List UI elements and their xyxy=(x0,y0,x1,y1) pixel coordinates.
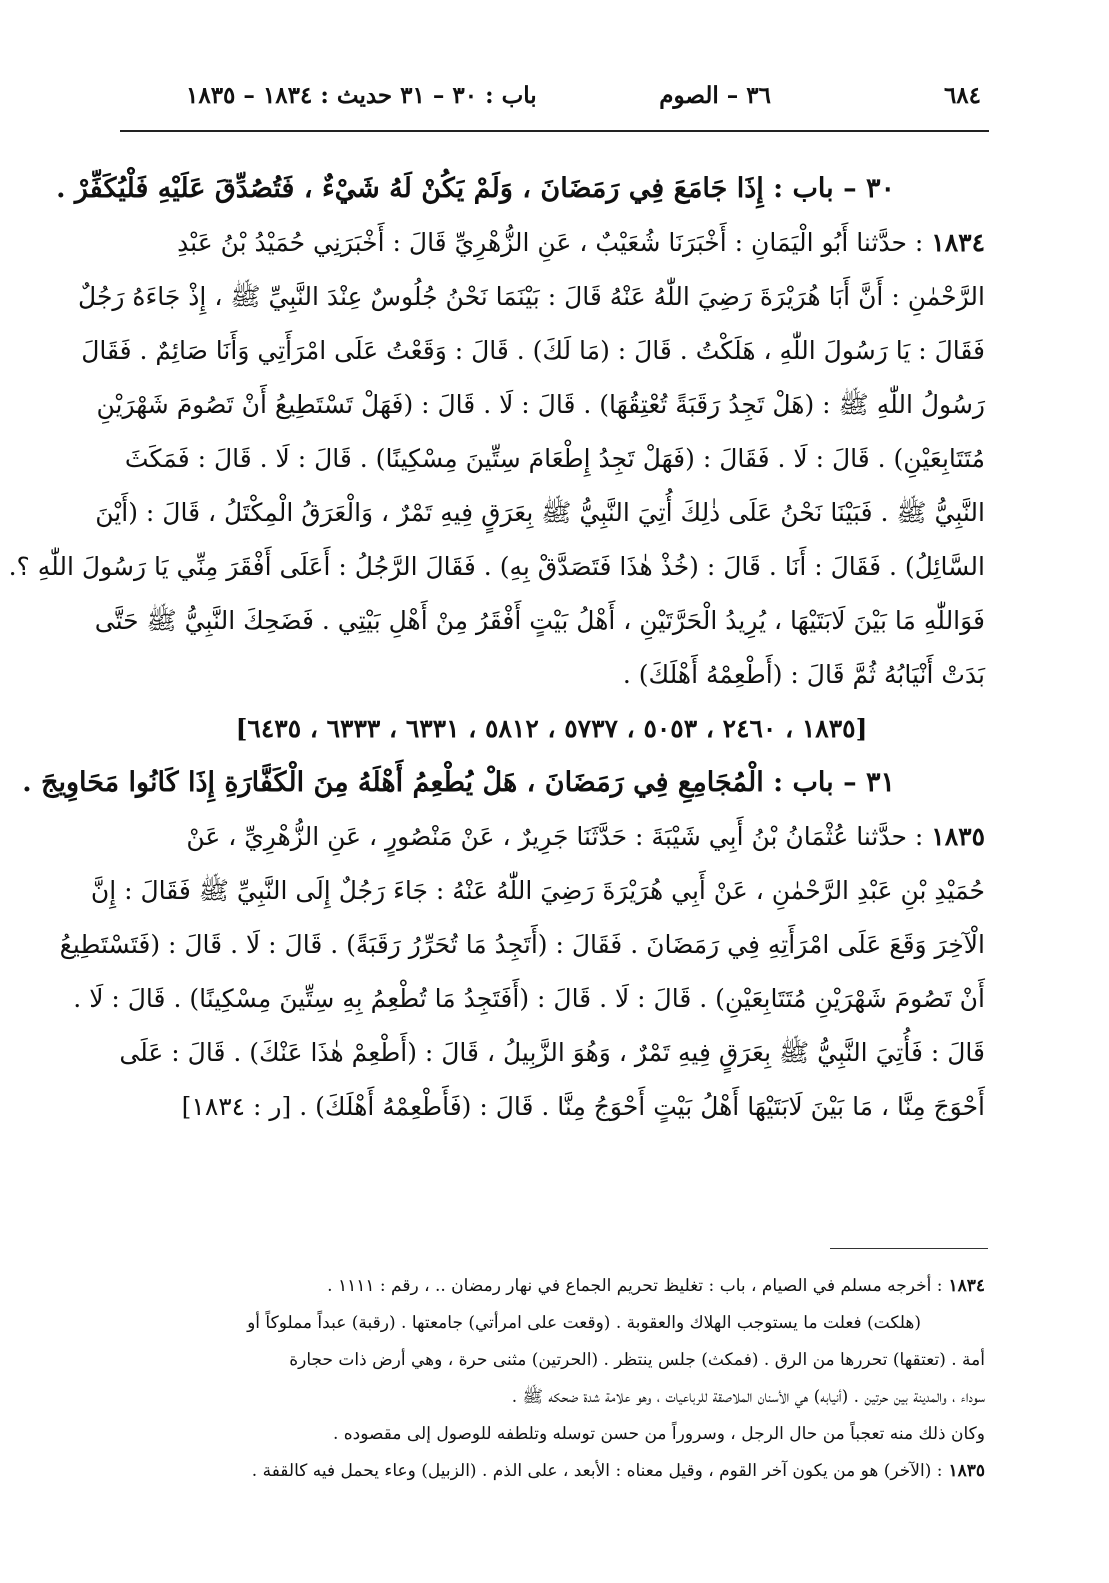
hadith-1835-number: ١٨٣٥ xyxy=(931,822,985,851)
footnote-divider xyxy=(830,1248,988,1249)
hadith-1834-text: : حدَّثنا أَبُو الْيَمَانِ : أَخْبَرَنَا شُعَيْبٌ ، عَنِ الزُّهْرِيِّ قَالَ : أَخْبَرَنِي حُمَيْدُ بْنُ عَبْدِ xyxy=(177,228,924,257)
hadith-1834-line xyxy=(118,216,985,270)
running-header xyxy=(186,82,981,118)
footnote-1834-line xyxy=(118,1268,985,1305)
hadith-1834-line: السَّائِلُ) . فَقَالَ : أَنَا . قَالَ : (خُذْ هٰذَا فَتَصَدَّقْ بِهِ) . فَقَالَ الرَّجُلُ : أَعَلَى أَفْقَرَ مِنِّي يَا رَسُولَ اللّٰهِ ؟. xyxy=(8,552,985,581)
hadith-1834-line: مُتَتَابِعَيْنِ) . قَالَ : لَا . فَقَالَ : (فَهَلْ تَجِدُ إِطْعَامَ سِتِّينَ مِسْكِينًا) . قَالَ : لَا . قَالَ : فَمَكَثَ xyxy=(124,444,985,473)
hadith-1834-line: فَقَالَ : يَا رَسُولَ اللّٰهِ ، هَلَكْتُ . قَالَ : (مَا لَكَ) . قَالَ : وَقَعْتُ عَلَى امْرَأَتِي وَأَنَا صَائِمٌ . فَقَالَ xyxy=(81,336,985,365)
footnote-1834-text: : أخرجه مسلم في الصيام ، باب : تغليظ تحريم الجماع في نهار رمضان .. ، رقم : ١١١١ . xyxy=(327,1276,943,1296)
hadith-1835-line: أَنْ تَصُومَ شَهْرَيْنِ مُتَتَابِعَيْنِ) . قَالَ : لَا . قَالَ : (أَفَتَجِدُ مَا تُطْعِمُ بِهِ سِتِّينَ مِسْكِينًا) . قَالَ : لَا . xyxy=(73,984,985,1013)
page-number: ٦٨٤ xyxy=(943,82,981,109)
hadith-1834-number: ١٨٣٤ xyxy=(931,228,985,257)
footnote-1835-number: ١٨٣٥ xyxy=(948,1461,985,1481)
hadith-1835-line: حُمَيْدِ بْنِ عَبْدِ الرَّحْمٰنِ ، عَنْ أَبِي هُرَيْرَةَ رَضِيَ اللّٰهُ عَنْهُ : جَاءَ رَجُلٌ إِلَى النَّبِيِّ ﷺ فَقَالَ : إِنَّ xyxy=(90,876,985,905)
footnote-1835-line xyxy=(118,1453,985,1490)
hadith-1835-line xyxy=(118,810,985,864)
footnotes xyxy=(118,1268,985,1490)
hadith-1834-line: رَسُولُ اللّٰهِ ﷺ : (هَلْ تَجِدُ رَقَبَةً تُعْتِقُهَا) . قَالَ : لَا . قَالَ : (فَهَلْ تَسْتَطِيعُ أَنْ تَصُومَ شَهْرَيْنِ xyxy=(96,390,985,419)
hadith-1834-line: بَدَتْ أَنْيَابُهُ ثُمَّ قَالَ : (أَطْعِمْهُ أَهْلَكَ) . xyxy=(622,660,985,689)
hadith-1835-line: أَحْوَجَ مِنَّا ، مَا بَيْنَ لَابَتَيْهَا أَهْلُ بَيْتٍ أَحْوَجُ مِنَّا . قَالَ : (فَأَطْعِمْهُ أَهْلَكَ) . [ر : ١٨٣٤] xyxy=(181,1092,985,1121)
footnote-1834-line: أمة . (تعتقها) تحررها من الرق . (فمكث) جلس ينتظر . (الحرتين) مثنى حرة ، وهي أرض ذات حجارة xyxy=(289,1350,985,1370)
section-range: باب : ٣٠ – ٣١ حديث : ١٨٣٤ – ١٨٣٥ xyxy=(186,82,537,109)
footnote-1835-text: : (الآخر) هو من يكون آخر القوم ، وقيل معناه : الأبعد ، على الذم . (الزبيل) وعاء يحمل فيه كالقفة . xyxy=(251,1461,943,1481)
bab-31-heading: ٣١ – باب : الْمُجَامِعِ فِي رَمَضَانَ ، هَلْ يُطْعِمُ أَهْلَهُ مِنَ الْكَفَّارَةِ إِذَا كَانُوا مَحَاوِيجَ . xyxy=(22,767,895,798)
footnote-1834-line: سوداء ، والمدينة بين حرتين . (أنيابه) هي الأسنان الملاصقة للرباعيات ، وهو علامة شدة ضحكه ﷺ . xyxy=(511,1387,985,1407)
chapter-title: ٣٦ – الصوم xyxy=(659,82,771,109)
hadith-1835-text: : حدَّثنا عُثْمَانُ بْنُ أَبِي شَيْبَةَ : حَدَّثَنَا جَرِيرٌ ، عَنْ مَنْصُورٍ ، عَنِ الزُّهْرِيِّ ، عَنْ xyxy=(186,822,924,851)
header-divider xyxy=(120,130,989,132)
hadith-1835-line: الْآخِرَ وَقَعَ عَلَى امْرَأَتِهِ فِي رَمَضَانَ . فَقَالَ : (أَتَجِدُ مَا تُحَرِّرُ رَقَبَةً) . قَالَ : لَا . قَالَ : (فَتَسْتَطِيعُ xyxy=(59,930,985,959)
hadith-1835-line: قَالَ : فَأُتِيَ النَّبِيُّ ﷺ بِعَرَقٍ فِيهِ تَمْرٌ ، وَهُوَ الزَّبِيلُ ، قَالَ : (أَطْعِمْ هٰذَا عَنْكَ) . قَالَ : عَلَى xyxy=(119,1038,985,1067)
footnote-1834-number: ١٨٣٤ xyxy=(948,1276,985,1296)
hadith-1834-line: فَوَاللّٰهِ مَا بَيْنَ لَابَتَيْهَا ، يُرِيدُ الْحَرَّتَيْنِ ، أَهْلُ بَيْتٍ أَفْقَرُ مِنْ أَهْلِ بَيْتِي . فَضَحِكَ النَّبِيُّ ﷺ حَتَّى xyxy=(94,606,985,635)
footnote-1834-line: (هلكت) فعلت ما يستوجب الهلاك والعقوبة . (وقعت على امرأتي) جامعتها . (رقبة) عبداً مملوكاً أو xyxy=(247,1313,921,1333)
hadith-1834-line: النَّبِيُّ ﷺ . فَبَيْنَا نَحْنُ عَلَى ذٰلِكَ أُتِيَ النَّبِيُّ ﷺ بِعَرَقٍ فِيهِ تَمْرٌ ، وَالْعَرَقُ الْمِكْتَلُ ، قَالَ : (أَيْنَ xyxy=(95,498,985,527)
main-text xyxy=(8,162,985,1134)
bab-30-heading: ٣٠ – باب : إِذَا جَامَعَ فِي رَمَضَانَ ، وَلَمْ يَكُنْ لَهُ شَيْءٌ ، فَتُصُدِّقَ عَلَيْهِ فَلْيُكَفِّرْ . xyxy=(56,173,895,204)
hadith-1834-line: الرَّحْمٰنِ : أَنَّ أَبَا هُرَيْرَةَ رَضِيَ اللّٰهُ عَنْهُ قَالَ : بَيْنَمَا نَحْنُ جُلُوسٌ عِنْدَ النَّبِيِّ ﷺ ، إِذْ جَاءَهُ رَجُلٌ xyxy=(78,282,985,311)
cross-references-1834: [١٨٣٥ ، ٢٤٦٠ ، ٥٠٥٣ ، ٥٧٣٧ ، ٥٨١٢ ، ٦٣٣١ ، ٦٣٣٣ ، ٦٤٣٥] xyxy=(235,714,868,743)
footnote-1834-line: وكان ذلك منه تعجباً من حال الرجل ، وسروراً من حسن توسله وتلطفه للوصول إلى مقصوده . xyxy=(332,1424,985,1444)
